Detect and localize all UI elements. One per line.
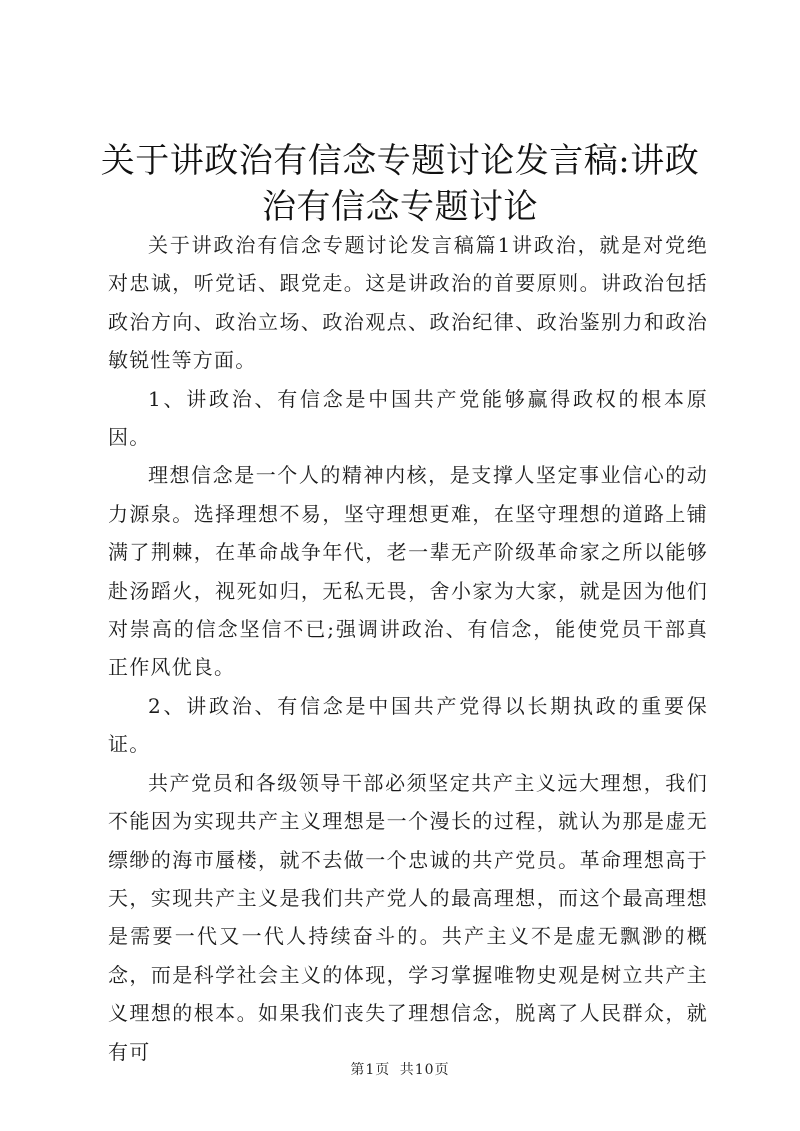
page-total: 共10页 bbox=[399, 1062, 450, 1078]
document-body bbox=[108, 226, 708, 1071]
document-title: 关于讲政治有信念专题讨论发言稿:讲政治有信念专题讨论 bbox=[100, 141, 700, 227]
paragraph-point-1-body: 理想信念是一个人的精神内核，是支撑人坚定事业信心的动力源泉。选择理想不易，坚守理想更难，在坚守理想的道路上铺满了荆棘，在革命战争年代，老一辈无产阶级革命家之所以能够赴汤蹈火，视死如归，无私无畏，舍小家为大家，就是因为他们对崇高的信念坚信不已;强调讲政治、有信念，能使党员干部真正作风优良。 bbox=[108, 463, 708, 680]
paragraph-point-2-body: 共产党员和各级领导干部必须坚定共产主义远大理想，我们不能因为实现共产主义理想是一个漫长的过程，就认为那是虚无缥缈的海市蜃楼，就不去做一个忠诚的共产党员。革命理想高于天，实现共产主义是我们共产党人的最高理想，而这个最高理想是需要一代又一代人持续奋斗的。共产主义不是虚无飘渺的概念，而是科学社会主义的体现，学习掌握唯物史观是树立共产主义理想的根本。如果我们丧失了理想信念，脱离了人民群众，就有可 bbox=[108, 770, 708, 1064]
paragraph-point-2-heading: 2、讲政治、有信念是中国共产党得以长期执政的重要保证。 bbox=[108, 693, 708, 757]
page-number: 第1页 bbox=[350, 1062, 391, 1078]
paragraph-point-1-heading: 1、讲政治、有信念是中国共产党能够赢得政权的根本原因。 bbox=[108, 386, 708, 450]
paragraph-intro: 关于讲政治有信念专题讨论发言稿篇1讲政治，就是对党绝对忠诚，听党话、跟党走。这是讲政治的首要原则。讲政治包括政治方向、政治立场、政治观点、政治纪律、政治鉴别力和政治敏锐性等方面。 bbox=[108, 233, 708, 373]
page-footer bbox=[0, 1059, 800, 1079]
